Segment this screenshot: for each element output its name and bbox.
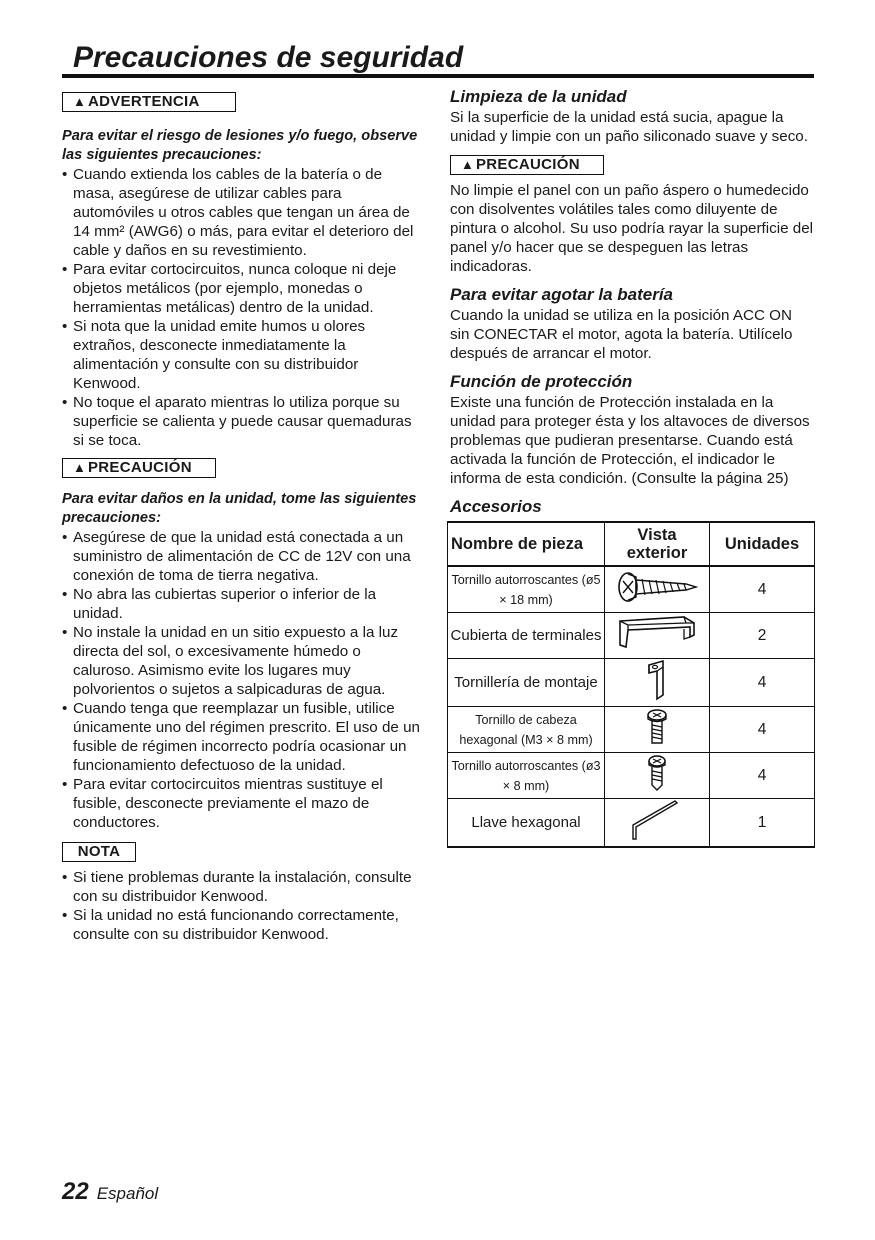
part-qty: 2: [710, 613, 815, 659]
hex-head-screw-icon: [642, 707, 672, 747]
part-name: Cubierta de terminales: [448, 613, 605, 659]
list-item: • Cuando extienda los cables de la batería o de masa, asegúrese de utilizar cables para automóviles u otros cables que tengan un área de 14 mm² (AWG6) o más, para evitar el deterioro del cable y daños en su revestimiento.: [62, 165, 426, 260]
terminal-cover-icon: [614, 613, 700, 653]
cleaning-text: Si la superficie de la unidad está sucia, apague la unidad y limpie con un paño siliconado suave y seco.: [450, 109, 808, 145]
caution-lead: Para evitar daños en la unidad, tome las siguientes precauciones:: [62, 491, 417, 526]
list-item: • No toque el aparato mientras lo utiliza porque su superficie se calienta y puede causar quemaduras si se toca.: [62, 393, 426, 450]
mounting-bracket-icon: [637, 659, 677, 701]
table-row: [448, 566, 815, 613]
list-item: • No abra las cubiertas superior o inferior de la unidad.: [62, 585, 426, 623]
list-item: • Cuando tenga que reemplazar un fusible, utilice únicamente uno del régimen prescrito. El uso de un fusible de régimen incorrecto podría ocasionar un funcionamiento defectuoso de la unidad.: [62, 699, 426, 775]
warning-triangle-icon: ▲: [73, 94, 87, 109]
left-column: [62, 92, 426, 944]
list-item: • Si nota que la unidad emite humos u olores extraños, desconecte inmediatamente la alimentación y consulte con su distribuidor Kenwood.: [62, 317, 426, 393]
protection-heading: Función de protección: [450, 372, 633, 391]
table-row: [448, 613, 815, 659]
part-name: Tornillería de montaje: [448, 659, 605, 707]
tapping-screw-large-icon: [614, 569, 700, 605]
part-qty: 1: [710, 799, 815, 848]
caution-label: ▲ PRECAUCIÓN: [62, 458, 216, 478]
part-name: Tornillo autorroscantes (ø5 × 18 mm): [448, 566, 605, 613]
part-qty: 4: [710, 659, 815, 707]
accessories-heading: Accesorios: [450, 497, 542, 516]
part-view: [605, 613, 710, 659]
list-item: • Para evitar cortocircuitos mientras sustituye el fusible, desconecte previamente el mazo de conductores.: [62, 775, 426, 832]
tapping-screw-small-icon: [642, 753, 672, 793]
part-view: [605, 799, 710, 848]
accessories-table: [447, 521, 815, 848]
warning-triangle-icon: ▲: [461, 157, 475, 172]
list-item: • Para evitar cortocircuitos, nunca coloque ni deje objetos metálicos (por ejemplo, monedas o herramientas metálicas) dentro de la unidad.: [62, 260, 426, 317]
battery-text: Cuando la unidad se utiliza en la posición ACC ON sin CONECTAR el motor, agota la batería. Utilícelo después de arrancar el motor.: [450, 307, 793, 362]
part-view: [605, 659, 710, 707]
table-row: [448, 799, 815, 848]
part-qty: 4: [710, 566, 815, 613]
warning-label: ▲ ADVERTENCIA: [62, 92, 236, 112]
note-label: NOTA: [62, 842, 136, 862]
table-row: [448, 707, 815, 753]
table-row: [448, 753, 815, 799]
column-header-qty: Unidades: [710, 522, 815, 566]
part-name: Tornillo de cabeza hexagonal (M3 × 8 mm): [448, 707, 605, 753]
column-header-name: Nombre de pieza: [448, 522, 605, 566]
cleaning-heading: Limpieza de la unidad: [450, 87, 627, 106]
note-list: [62, 868, 426, 944]
list-item: • No instale la unidad en un sitio expuesto a la luz directa del sol, o excesivamente húmedo o caluroso. Asimismo evite los lugares muy polvorientos o sujetos a salpicaduras de agua.: [62, 623, 426, 699]
table-row: [448, 659, 815, 707]
part-view: [605, 753, 710, 799]
title-rule: [62, 74, 814, 78]
part-qty: 4: [710, 707, 815, 753]
caution-list: [62, 528, 426, 832]
hex-wrench-icon: [627, 799, 687, 841]
caution-text: No limpie el panel con un paño áspero o humedecido con disolventes volátiles tales como diluyente de pintura o alcohol. Su uso podría rayar la superficie del panel y/o hacer que se despeguen las letras indicadoras.: [450, 182, 814, 275]
table-header-row: [448, 522, 815, 566]
protection-text: Existe una función de Protección instalada en la unidad para proteger ésta y los altavoces de diversos problemas que pudieran presentarse. Cuando está activada la función de Protección, el indicador le informa de esta condición. (Consulte la página 25): [450, 394, 810, 487]
part-name: Llave hexagonal: [448, 799, 605, 848]
page-title: Precauciones de seguridad: [73, 41, 464, 74]
warning-lead: Para evitar el riesgo de lesiones y/o fuego, observe las siguientes precauciones:: [62, 128, 418, 163]
battery-heading: Para evitar agotar la batería: [450, 285, 674, 304]
warning-list: [62, 165, 426, 450]
column-header-view: Vista exterior: [605, 522, 710, 566]
part-qty: 4: [710, 753, 815, 799]
list-item: • Si la unidad no está funcionando correctamente, consulte con su distribuidor Kenwood.: [62, 906, 426, 944]
caution-label: ▲ PRECAUCIÓN: [450, 155, 604, 175]
page-language: Español: [96, 1184, 159, 1203]
warning-triangle-icon: ▲: [73, 460, 87, 475]
list-item: • Si tiene problemas durante la instalación, consulte con su distribuidor Kenwood.: [62, 868, 426, 906]
page-footer: [62, 1178, 158, 1206]
part-name: Tornillo autorroscantes (ø3 × 8 mm): [448, 753, 605, 799]
right-column: [450, 86, 814, 848]
list-item: • Asegúrese de que la unidad está conectada a un suministro de alimentación de CC de 12V con una conexión de toma de tierra negativa.: [62, 528, 426, 585]
page-number: 22: [62, 1178, 89, 1205]
part-view: [605, 566, 710, 613]
part-view: [605, 707, 710, 753]
